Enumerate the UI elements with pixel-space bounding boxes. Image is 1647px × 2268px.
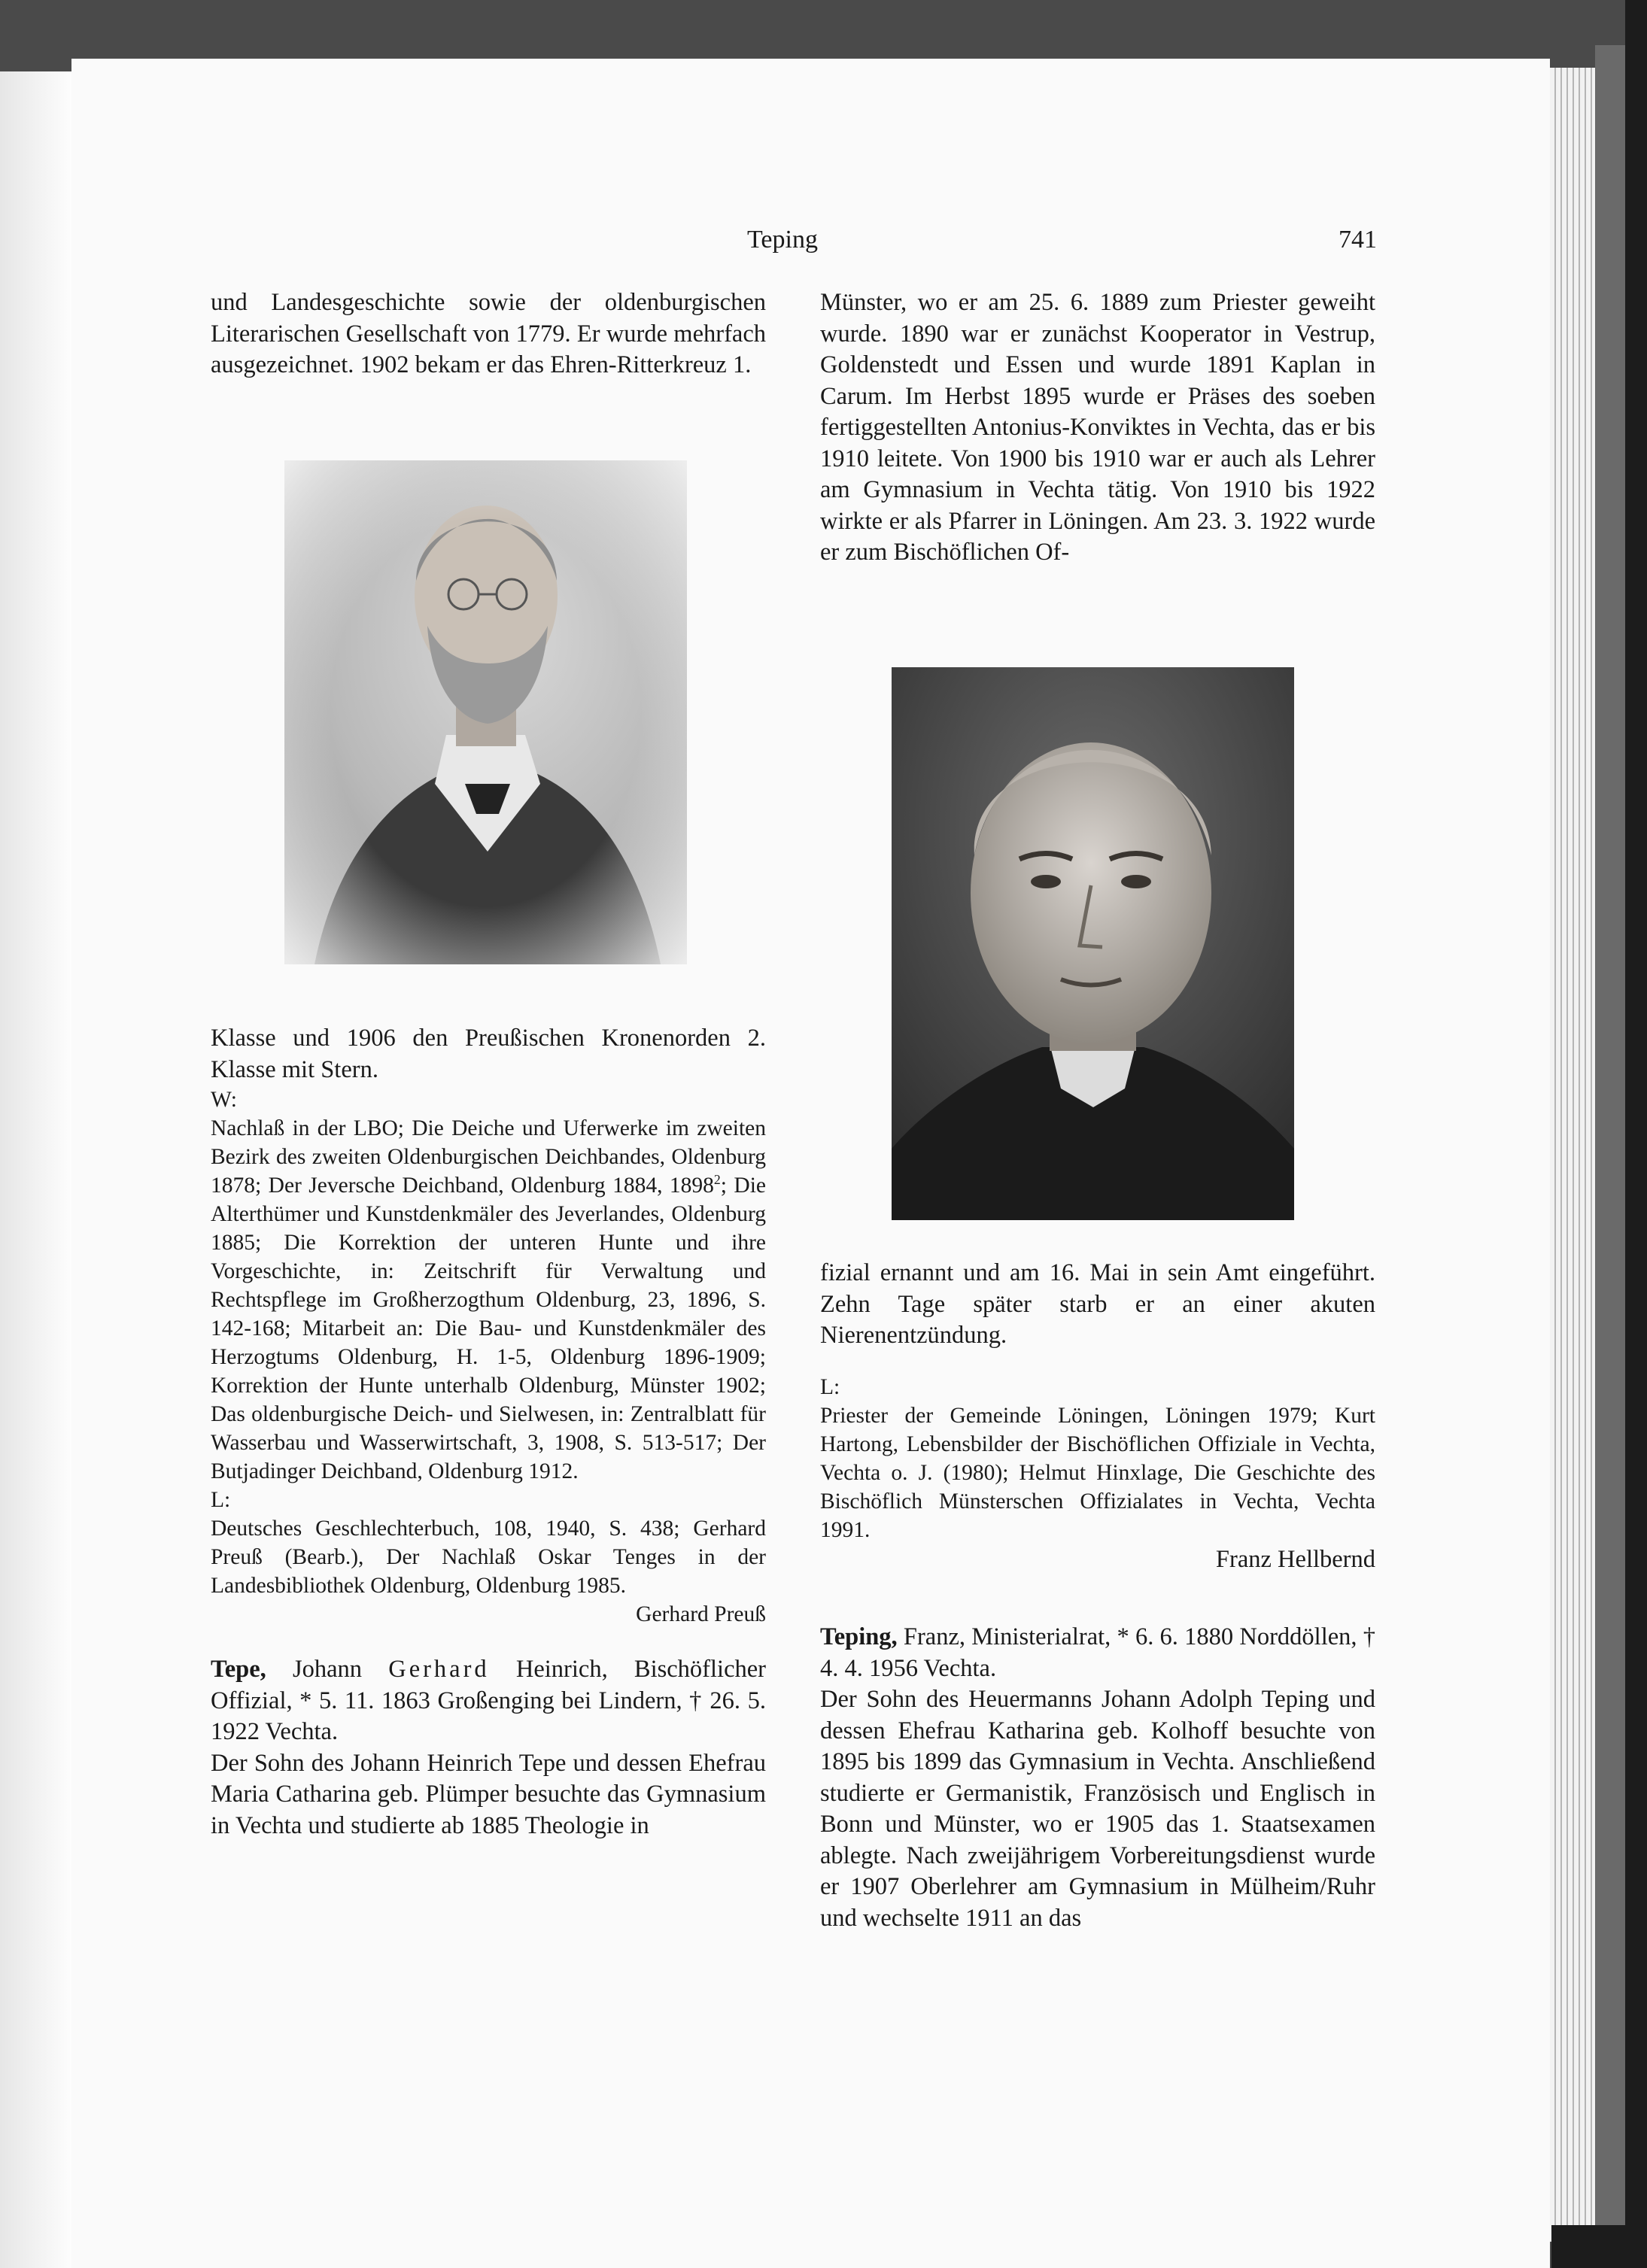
entry-given-spaced: Gerhard	[388, 1656, 490, 1683]
book-cover-edge	[1595, 45, 1625, 2268]
entry-teping-bio: Der Sohn des Heuermanns Johann Adolph Teping und dessen Ehefrau Katharina geb. Kolhoff besuchte von 1895 bis 1899 das Gymnasium in Vechta. Anschließend studierte er Germanistik, Französisch und Englisch in Bonn und Münster, wo er 1905 das 1. Staatsexamen ablegte. Nach zweijährigem Vorbereitungsdienst wurde er 1907 Oberlehrer am Gymnasium in Mülheim/Ruhr und wechselte 1911 an das	[820, 1686, 1375, 1932]
right-author-signature: Franz Hellbernd	[1215, 1545, 1375, 1573]
right-literature-text: Priester der Gemeinde Löningen, Löningen 1979; Kurt Hartong, Lebensbilder der Bischöflichen Offiziale in Vechta, Vechta o. J. (1980); Helmut Hinxlage, Die Geschichte des Bischöflich Münsterschen Offizialates in Vechta, Vechta 1991.	[820, 1403, 1375, 1542]
page-number: 741	[1339, 226, 1377, 254]
left-column-bottom	[211, 1023, 766, 1841]
entry-given-a: Johann	[266, 1656, 389, 1683]
scanner-bar	[1625, 0, 1647, 2268]
scanner-tab	[1551, 2225, 1647, 2268]
works-text	[211, 1114, 766, 1486]
entry-given-b: Heinrich, Bischöflicher Offizial, * 5. 11. 1863 Großenging bei Lindern, † 26. 5. 1922 Vechta.	[211, 1656, 766, 1745]
bio-bottom-paragraph: fizial ernannt und am 16. Mai in sein Amt eingeführt. Zehn Tage später starb er an einer akuten Nierenentzündung.	[820, 1259, 1375, 1349]
literature-label: L:	[211, 1488, 231, 1512]
entry-teping-heading	[820, 1622, 1375, 1684]
running-header-title: Teping	[747, 226, 818, 254]
entry-teping-rest: Franz, Ministerialrat, * 6. 6. 1880 Norddöllen, † 4. 4. 1956 Vechta.	[820, 1623, 1375, 1682]
works-text-part-a: Nachlaß in der LBO; Die Deiche und Uferwerke im zweiten Bezirk des zweiten Oldenburgischen Deichbandes, Oldenburg 1878; Der Jeversche Deichband, Oldenburg 1884, 1898	[211, 1116, 766, 1198]
entry-name: Tepe,	[211, 1656, 266, 1683]
left-column-top	[211, 287, 766, 381]
right-column-top	[820, 287, 1375, 569]
works-text-part-b: ; Die Alterthümer und Kunstdenkmäler des Jeverlandes, Oldenburg 1885; Die Korrektion der unteren Hunte und ihre Vorgeschichte, in: Zeitschrift für Verwaltung und Rechtspflege im Großherzogthum Oldenburg, 23, 1896, S. 142-168; Mitarbeit an: Die Bau- und Kunstdenkmäler des Herzogtums Oldenburg, H. 1-5, Oldenburg 1896-1909; Korrektion der Hunte unterhalb Oldenburg, Münster 1902; Das oldenburgische Deich- und Sielwesen, in: Zentralblatt für Wasserbau und Wasserwirtschaft, 3, 1908, S. 513-517; Der Butjadinger Deichband, Oldenburg 1912.	[211, 1173, 766, 1483]
left-page-edge	[0, 71, 73, 2268]
right-literature-section	[820, 1373, 1375, 1544]
works-section	[211, 1085, 766, 1629]
works-label: W:	[211, 1088, 237, 1112]
entry-teping-name: Teping,	[820, 1623, 898, 1650]
entry-tepe-heading	[211, 1654, 766, 1748]
author-signature: Gerhard Preuß	[636, 1602, 766, 1626]
bio-top-paragraph: Münster, wo er am 25. 6. 1889 zum Priester geweiht wurde. 1890 war er zunächst Kooperator in Vestrup, Goldenstedt und Essen und wurde 1891 Kaplan in Carum. Im Herbst 1895 wurde er Präses des soeben fertiggestellten Antonius-Konviktes in Vechta, das er bis 1910 leitete. Von 1900 bis 1910 war er auch als Lehrer am Gymnasium in Vechta tätig. Von 1910 bis 1922 wirkte er als Pfarrer in Löningen. Am 23. 3. 1922 wurde er zum Bischöflichen Of-	[820, 289, 1375, 566]
works-superscript: 2	[713, 1172, 721, 1188]
right-column-bottom	[820, 1258, 1375, 1934]
portrait-photo-elderly-man	[284, 460, 687, 964]
intro-paragraph: und Landesgeschichte sowie der oldenburgischen Literarischen Gesellschaft von 1779. Er wurde mehrfach ausgezeichnet. 1902 bekam er das Ehren-Ritterkreuz 1.	[211, 289, 766, 378]
page-stack-edge	[1550, 68, 1595, 2242]
literature-text: Deutsches Geschlechterbuch, 108, 1940, S. 438; Gerhard Preuß (Bearb.), Der Nachlaß Oskar Tenges in der Landesbibliothek Oldenburg, Oldenburg 1985.	[211, 1517, 766, 1598]
continuation-paragraph: Klasse und 1906 den Preußischen Kronenorden 2. Klasse mit Stern.	[211, 1025, 766, 1083]
portrait-photo-priest	[892, 667, 1294, 1220]
right-literature-label: L:	[820, 1374, 840, 1399]
entry-tepe-bio: Der Sohn des Johann Heinrich Tepe und dessen Ehefrau Maria Catharina geb. Plümper besuchte das Gymnasium in Vechta und studierte ab 1885 Theologie in	[211, 1749, 766, 1839]
